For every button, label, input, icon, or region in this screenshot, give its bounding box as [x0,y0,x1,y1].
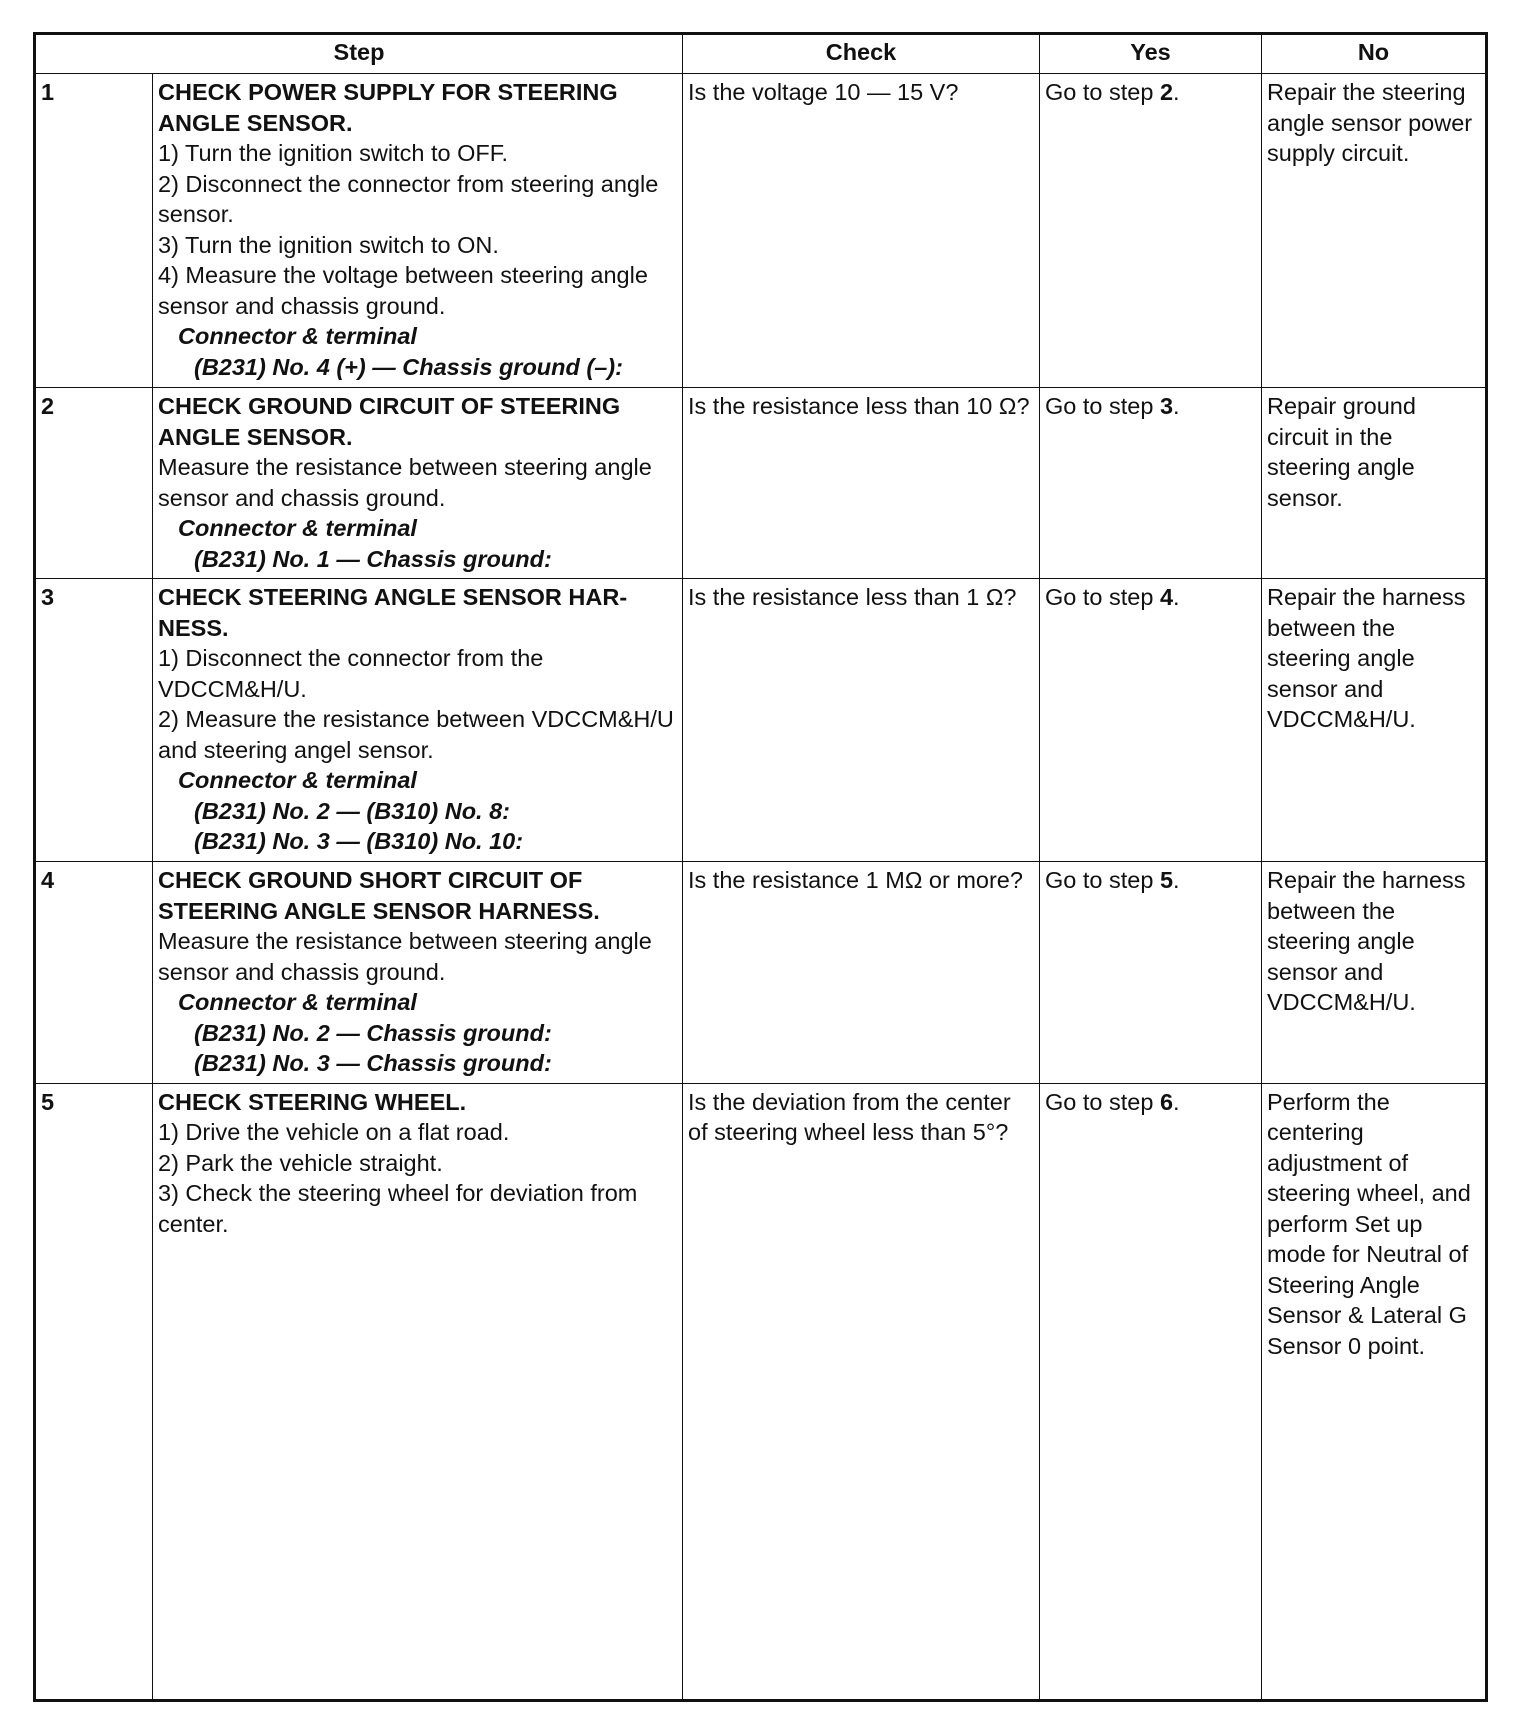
connector-label: Connector & terminal [178,989,417,1015]
procedure-item: 1) Turn the ignition switch to OFF. [158,140,509,166]
check-cell: Is the deviation from the center of steering wheel less than 5°? [683,1083,1040,1701]
procedure-item: 1) Drive the vehicle on a flat road. [158,1119,510,1145]
check-cell: Is the resistance 1 MΩ or more? [683,862,1040,1084]
table-row [35,74,1487,388]
procedure-item: 2) Measure the resistance between VDCCM&H/U and steering angel sensor. [158,706,674,763]
yes-cell: Go to step 3. [1040,388,1262,579]
step-number: 5 [35,1083,153,1701]
connector-label: Connector & terminal [178,515,417,541]
step-description [153,862,683,1084]
no-cell: Perform the centering adjustment of steering wheel, and perform Set up mode for Neutral of Steering Angle Sensor & Lateral G Sensor 0 point. [1262,1083,1487,1701]
yes-step-number: 6 [1159,1088,1174,1115]
step-number: 4 [35,862,153,1084]
procedure-item: 3) Check the steering wheel for deviation from center. [158,1180,638,1237]
procedure-item: 3) Turn the ignition switch to ON. [158,231,499,258]
procedure-text: Measure the resistance between steering angle sensor and chassis ground. [158,454,652,511]
terminal-spec: (B231) No. 3 — (B310) No. 10: [194,828,524,854]
step-number: 2 [35,388,153,579]
procedure-item: 2) Park the vehicle straight. [158,1149,443,1176]
step-description [153,579,683,862]
header-check: Check [683,34,1040,74]
step-description [153,388,683,579]
step-description [153,1083,683,1701]
step-number: 3 [35,579,153,862]
procedure-text: Measure the resistance between steering angle sensor and chassis ground. [158,928,652,985]
no-cell: Repair the steering angle sensor power supply circuit. [1262,74,1487,388]
step-description [153,74,683,388]
check-cell: Is the resistance less than 10 Ω? [683,388,1040,579]
procedure-item: 2) Disconnect the connector from steering angle sensor. [158,170,659,227]
no-cell: Repair the harness between the steering angle sensor and VDCCM&H/U. [1262,862,1487,1084]
table-row [35,579,1487,862]
terminal-spec: (B231) No. 1 — Chassis ground: [194,545,552,572]
yes-cell: Go to step 6. [1040,1083,1262,1701]
terminal-spec: (B231) No. 4 (+) — Chassis ground (–): [194,353,623,380]
connector-label: Connector & terminal [178,767,417,793]
terminal-spec: (B231) No. 2 — Chassis ground: [194,1019,552,1046]
yes-step-number: 5 [1159,867,1174,893]
table-row [35,862,1487,1084]
procedure-item: 4) Measure the voltage between steering angle sensor and chassis ground. [158,262,648,319]
step-title: CHECK STEERING WHEEL. [158,1088,467,1115]
check-cell: Is the voltage 10 — 15 V? [683,74,1040,388]
table-header-row [35,34,1487,74]
step-title: CHECK STEERING ANGLE SENSOR HAR- NESS. [158,584,628,641]
step-title: CHECK POWER SUPPLY FOR STEERING ANGLE SENSOR. [158,79,618,136]
check-cell: Is the resistance less than 1 Ω? [683,579,1040,862]
step-title: CHECK GROUND CIRCUIT OF STEERING ANGLE SENSOR. [158,393,621,450]
yes-cell: Go to step 2. [1040,74,1262,388]
yes-step-number: 4 [1159,584,1174,610]
step-title: CHECK GROUND SHORT CIRCUIT OF STEERING ANGLE SENSOR HARNESS. [158,867,600,924]
procedure-item: 1) Disconnect the connector from the VDCCM&H/U. [158,645,544,702]
header-yes: Yes [1040,34,1262,74]
diagnostic-table [33,32,1488,1702]
yes-cell: Go to step 5. [1040,862,1262,1084]
no-cell: Repair the harness between the steering angle sensor and VDCCM&H/U. [1262,579,1487,862]
yes-cell: Go to step 4. [1040,579,1262,862]
yes-step-number: 3 [1159,393,1174,419]
connector-label: Connector & terminal [178,323,417,349]
table-row [35,388,1487,579]
step-number: 1 [35,74,153,388]
no-cell: Repair ground circuit in the steering angle sensor. [1262,388,1487,579]
header-step: Step [35,34,683,74]
header-no: No [1262,34,1487,74]
yes-step-number: 2 [1159,79,1174,105]
terminal-spec: (B231) No. 3 — Chassis ground: [194,1050,552,1076]
terminal-spec: (B231) No. 2 — (B310) No. 8: [194,797,511,824]
table-row [35,1083,1487,1701]
